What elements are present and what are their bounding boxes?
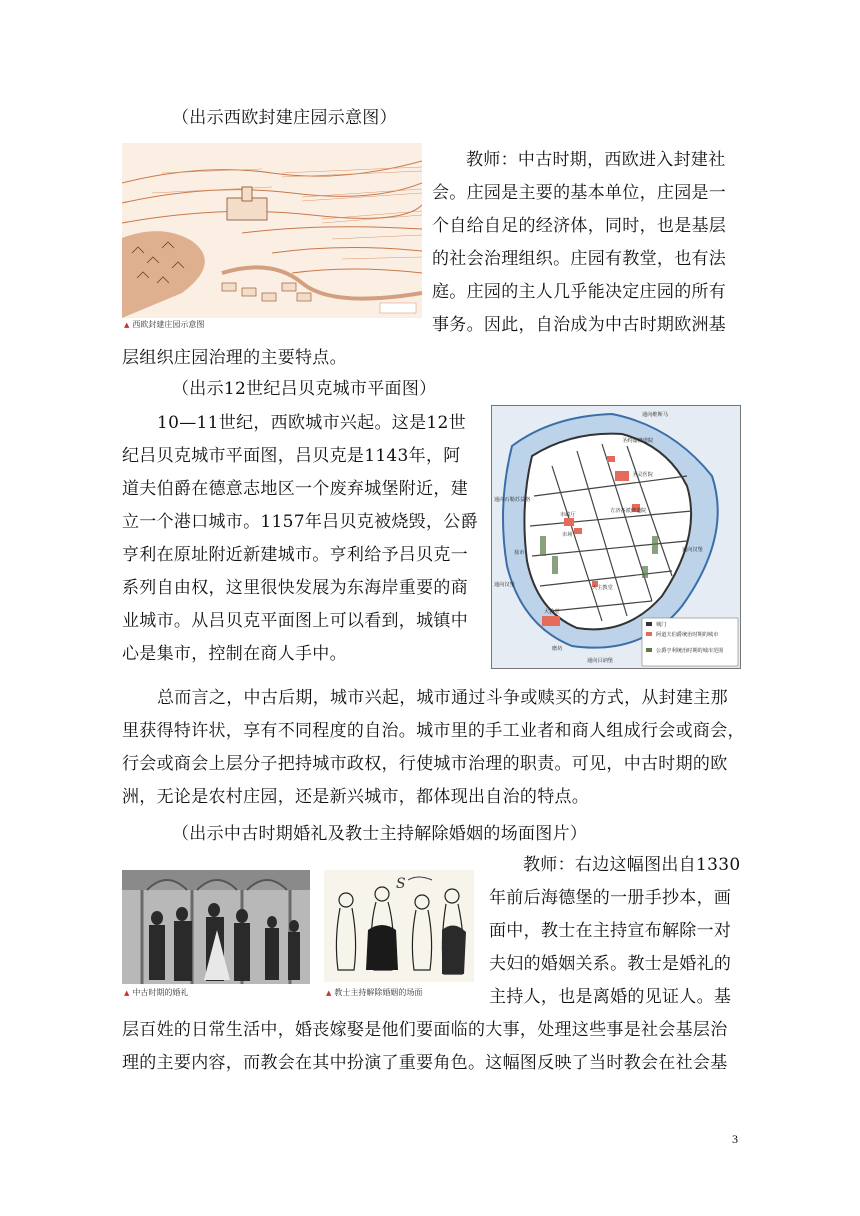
- paragraph3-line2: 里获得特许状，享有不同程度的自治。城市里的手工业者和商人组成行会或商会，: [122, 721, 745, 741]
- paragraph2-line8: 心是集市，控制在商人手中。: [122, 644, 347, 664]
- paragraph2-line1: 10—11世纪，西欧城市兴起。这是12世: [157, 413, 466, 433]
- wedding-figure-label: ▲ 中古时期的婚礼: [124, 988, 189, 997]
- paragraph3-line1: 总而言之，中古后期，城市兴起，城市通过斗争或赎买的方式，从封建主那: [157, 688, 728, 708]
- manor-figure-caption: （出示西欧封建庄园示意图）: [172, 108, 397, 128]
- svg-text:圣约翰修道院: 圣约翰修道院: [622, 438, 654, 444]
- svg-text:通向汉堡: 通向汉堡: [494, 582, 515, 588]
- svg-text:方济各派修道院: 方济各派修道院: [610, 508, 647, 514]
- paragraph1-line5: 庭。庄园的主人几乎能决定庄园的所有: [432, 282, 727, 302]
- svg-text:圣灵医院: 圣灵医院: [632, 472, 653, 478]
- wedding-figure-caption: （出示中古时期婚礼及教士主持解除婚姻的场面图片）: [172, 824, 588, 844]
- svg-text:通向吕讷堡: 通向吕讷堡: [587, 658, 613, 664]
- paragraph2-line5: 亨利在原址附近新建城市。亨利给予吕贝克一: [122, 545, 468, 565]
- svg-text:通向汉堡: 通向汉堡: [682, 547, 703, 553]
- svg-text:大教堂: 大教堂: [544, 609, 560, 615]
- paragraph1-line3: 个自给自足的经济体，同时，也是基层: [432, 216, 727, 236]
- paragraph4-line1: 教师：右边这幅图出自1330: [523, 855, 741, 875]
- paragraph1-line6: 事务。因此，自治成为中古时期欧洲基: [432, 315, 727, 335]
- manor-illustration: [122, 143, 422, 318]
- svg-text:阿道夫伯爵统治时期的城市: 阿道夫伯爵统治时期的城市: [656, 632, 719, 638]
- paragraph2-line7: 业城市。从吕贝克平面图上可以看到，城镇中: [122, 611, 468, 631]
- paragraph2-line3: 道夫伯爵在德意志地区一个废弃城堡附近，建: [122, 479, 468, 499]
- svg-text:市政厅: 市政厅: [560, 512, 576, 518]
- lubeck-map: [491, 405, 741, 669]
- paragraph4-line3: 面中，教士在主持宣布解除一对: [489, 921, 732, 941]
- svg-text:大主教堂: 大主教堂: [592, 585, 613, 591]
- divorce-manuscript-image: [324, 870, 474, 982]
- svg-text:通向维斯马: 通向维斯马: [642, 412, 668, 418]
- paragraph4-line7: 理的主要内容，而教会在其中扮演了重要角色。这幅图反映了当时教会在社会基: [122, 1053, 728, 1073]
- page-number: 3: [732, 1132, 738, 1146]
- paragraph1-line1: 教师：中古时期，西欧进入封建社: [466, 150, 726, 170]
- paragraph4-line4: 夫妇的婚姻关系。教士是婚礼的: [489, 954, 732, 974]
- svg-text:市场: 市场: [562, 532, 573, 538]
- wedding-painting: [122, 870, 310, 984]
- paragraph1-line2: 会。庄园是主要的基本单位，庄园是一: [432, 183, 727, 203]
- paragraph2-line4: 立一个港口城市。1157年吕贝克被烧毁，公爵: [122, 512, 478, 532]
- paragraph3-line3: 行会或商会上层分子把持城市政权，行使城市治理的职责。可见，中古时期的欧: [122, 754, 728, 774]
- paragraph2-line2: 纪吕贝克城市平面图，吕贝克是1143年，阿: [122, 446, 461, 466]
- paragraph4-line5: 主持人，也是离婚的见证人。基: [489, 987, 732, 1007]
- svg-text:公爵亨利统治时期的城市范围: 公爵亨利统治时期的城市范围: [656, 648, 724, 654]
- paragraph4-line6: 层百姓的日常生活中，婚丧嫁娶是他们要面临的大事，处理这些事是社会基层治: [122, 1020, 728, 1040]
- paragraph2-line6: 系列自由权，这里很快发展为东海岸重要的商: [122, 578, 468, 598]
- svg-text:磨坊: 磨坊: [552, 646, 563, 652]
- paragraph4-line2: 年前后海德堡的一册手抄本，画: [489, 888, 732, 908]
- paragraph1-line7: 层组织庄园治理的主要特点。: [122, 348, 347, 368]
- lubeck-figure-caption: （出示12世纪吕贝克城市平面图）: [172, 379, 437, 399]
- divorce-figure-label: ▲ 教士主持解除婚姻的场面: [326, 988, 423, 997]
- svg-text:城门: 城门: [656, 622, 667, 628]
- paragraph1-line4: 的社会治理组织。庄园有教堂，也有法: [432, 249, 727, 269]
- svg-text:S: S: [396, 876, 406, 892]
- manor-figure-label: ▲ 西欧封建庄园示意图: [124, 320, 205, 329]
- svg-text:盐市: 盐市: [514, 550, 525, 556]
- paragraph3-line4: 洲，无论是农村庄园，还是新兴城市，都体现出自治的特点。: [122, 787, 590, 807]
- svg-text:通向石勒苏益格: 通向石勒苏益格: [494, 497, 531, 503]
